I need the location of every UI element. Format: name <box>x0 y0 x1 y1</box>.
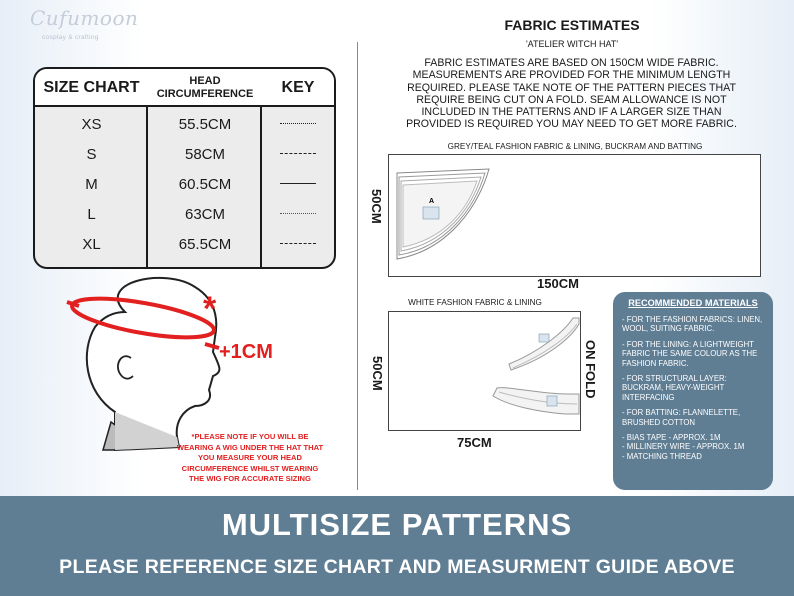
fabric-layout-1 <box>388 154 761 277</box>
table-row <box>35 169 334 199</box>
recommended-item: - FOR BATTING: FLANNELETTE, BRUSHED COTTON <box>622 408 741 427</box>
fabric-estimates-body: FABRIC ESTIMATES ARE BASED ON 150CM WIDE FABRIC. MEASUREMENTS ARE PROVIDED FOR THE MINIMUM LENGTH REQUIRED. PLEASE TAKE NOTE OF THE PATTERN PIECES THAT REQUIRE BEING CUT ON A FOLD. SEAM ALLOWANCE IS NOT INCLUDED IN THE PATTERNS AND IF A LARGER SIZE THAN PROVIDED IS REQUIRED YOU MAY NEED TO GET MORE FABRIC. <box>406 57 737 131</box>
layout1-label: GREY/TEAL FASHION FABRIC & LINING, BUCKRAM AND BATTING <box>447 142 703 151</box>
table-row <box>35 229 334 259</box>
piece-tag <box>547 396 557 406</box>
header-circumference: HEAD CIRCUMFERENCE <box>156 75 254 100</box>
vertical-divider <box>357 42 358 490</box>
fabric-estimates-title: FABRIC ESTIMATES <box>504 17 640 33</box>
row-size: M <box>85 175 98 193</box>
table-row <box>35 109 334 139</box>
piece-letter: A <box>429 198 435 205</box>
fabric-layout-2 <box>388 311 581 431</box>
key-line-s <box>280 153 316 154</box>
footer-title: MULTISIZE PATTERNS <box>221 507 573 542</box>
footer-subtitle: PLEASE REFERENCE SIZE CHART AND MEASURMENT GUIDE ABOVE <box>59 556 735 578</box>
size-chart-table <box>33 67 336 269</box>
row-size: XS <box>81 115 102 133</box>
key-line-xs <box>280 123 316 124</box>
fabric-estimates-subtitle: 'ATELIER WITCH HAT' <box>525 39 619 49</box>
recommended-materials-panel <box>613 292 773 490</box>
header-key: KEY <box>281 79 315 96</box>
allowance-label: +1CM <box>219 341 273 363</box>
table-row <box>35 199 334 229</box>
layout2-label: WHITE FASHION FABRIC & LINING <box>408 298 542 307</box>
layout1-width: 150CM <box>537 276 579 291</box>
recommended-item: - BIAS TAPE - APPROX. 1M - MILLINERY WIRE - APPROX. 1M - MATCHING THREAD <box>622 433 745 461</box>
row-size: S <box>86 145 97 163</box>
row-size: XL <box>82 235 101 253</box>
row-size: L <box>87 205 96 223</box>
recommended-item: - FOR STRUCTURAL LAYER: BUCKRAM, HEAVY-WEIGHT INTERFACING <box>622 374 727 402</box>
layout2-width: 75CM <box>457 435 492 450</box>
pattern-pieces-2 <box>389 312 582 432</box>
piece-tag <box>423 207 439 219</box>
recommended-item: - FOR THE FASHION FABRICS: LINEN, WOOL, SUITING FABRIC. <box>622 315 763 334</box>
key-line-m <box>280 183 316 184</box>
logo-tagline: cosplay & crafting <box>42 34 99 41</box>
recommended-item: - FOR THE LINING: A LIGHTWEIGHT FABRIC THE SAME COLOUR AS THE FASHION FABRIC. <box>622 339 758 368</box>
wig-note: *PLEASE NOTE IF YOU WILL BE WEARING A WIG UNDER THE HAT THAT YOU MEASURE YOUR HEAD CIRCUMFERENCE WHILST WEARING THE WIG FOR ACCURATE SIZING <box>176 432 324 483</box>
pattern-pieces-1 <box>389 155 762 278</box>
logo-name: Cufumoon <box>30 6 139 30</box>
recommended-title: RECOMMENDED MATERIALS <box>628 298 758 308</box>
row-circumference: 55.5CM <box>178 115 232 133</box>
table-row <box>35 139 334 169</box>
layout1-height: 50CM <box>369 189 384 224</box>
row-circumference: 65.5CM <box>178 235 232 253</box>
header-size: SIZE CHART <box>43 79 140 96</box>
row-circumference: 58CM <box>184 145 225 163</box>
asterisk-marker: * <box>203 290 217 328</box>
row-circumference: 60.5CM <box>178 175 232 193</box>
key-line-xl <box>280 243 316 244</box>
band-piece-1-outer <box>509 318 579 370</box>
piece-tag <box>539 334 549 342</box>
row-circumference: 63CM <box>184 205 225 223</box>
key-line-l <box>280 213 316 214</box>
size-chart-header <box>35 69 334 107</box>
layout2-height: 50CM <box>370 356 385 391</box>
on-fold-label: ON FOLD <box>583 340 598 399</box>
brim-piece-inner <box>403 181 477 247</box>
